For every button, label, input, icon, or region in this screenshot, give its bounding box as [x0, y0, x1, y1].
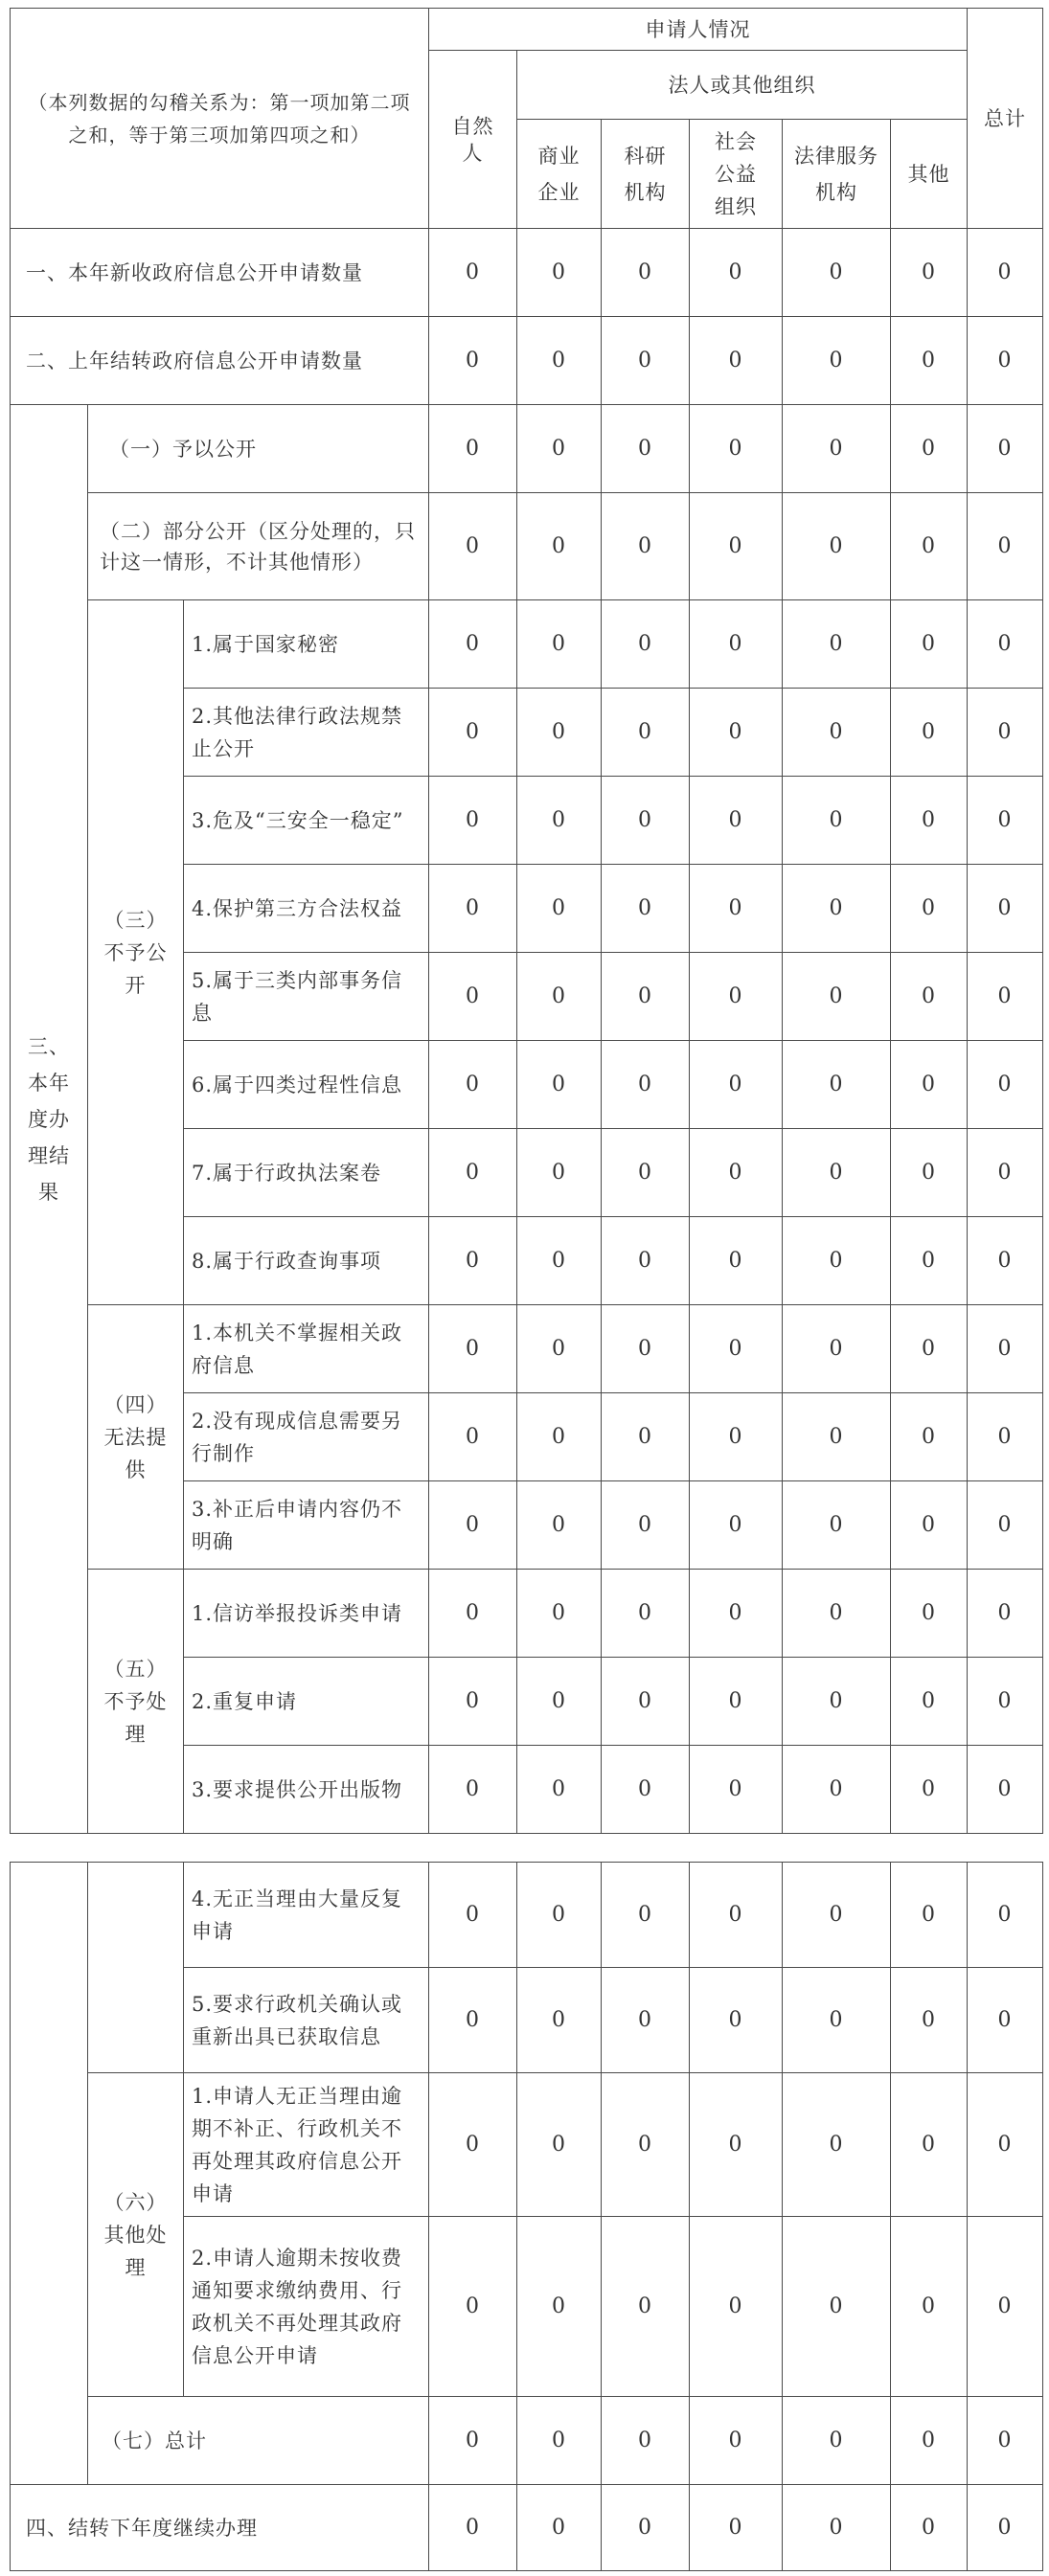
cell: 0 — [891, 1041, 968, 1129]
cell: 0 — [690, 1570, 783, 1658]
cell: 0 — [517, 1658, 602, 1746]
cell: 0 — [968, 600, 1043, 689]
cell: 0 — [690, 1305, 783, 1393]
cell: 0 — [891, 777, 968, 865]
cell: 0 — [968, 1570, 1043, 1658]
group-label-unable: （四）无法提供 — [88, 1305, 184, 1570]
row-label: 二、上年结转政府信息公开申请数量 — [11, 317, 429, 405]
cell: 0 — [783, 1746, 891, 1834]
cell: 0 — [891, 2397, 968, 2485]
cell: 0 — [517, 953, 602, 1041]
cell: 0 — [783, 1968, 891, 2073]
cell: 0 — [517, 1393, 602, 1481]
cell: 0 — [783, 2397, 891, 2485]
cell: 0 — [968, 493, 1043, 600]
cell: 0 — [891, 1968, 968, 2073]
cell: 0 — [690, 1393, 783, 1481]
cell: 0 — [968, 1968, 1043, 2073]
cell: 0 — [968, 2485, 1043, 2571]
cell: 0 — [891, 405, 968, 493]
row-label: 3.要求提供公开出版物 — [184, 1746, 429, 1834]
cell: 0 — [602, 953, 690, 1041]
cell: 0 — [783, 2485, 891, 2571]
row-label: 4.无正当理由大量反复申请 — [184, 1863, 429, 1968]
group-continuation — [88, 1863, 184, 2073]
cell: 0 — [690, 1481, 783, 1570]
cell: 0 — [690, 405, 783, 493]
cell: 0 — [602, 229, 690, 317]
cell: 0 — [968, 865, 1043, 953]
row-label: 5.要求行政机关确认或重新出具已获取信息 — [184, 1968, 429, 2073]
cell: 0 — [602, 1305, 690, 1393]
cell: 0 — [429, 689, 517, 777]
row-label: 1.申请人无正当理由逾期不补正、行政机关不再处理其政府信息公开申请 — [184, 2073, 429, 2217]
cell: 0 — [429, 1481, 517, 1570]
cell: 0 — [690, 777, 783, 865]
cell: 0 — [517, 229, 602, 317]
cell: 0 — [690, 600, 783, 689]
header-research: 科研机构 — [602, 120, 690, 229]
header-legal-service: 法律服务机构 — [783, 120, 891, 229]
cell: 0 — [690, 689, 783, 777]
cell: 0 — [690, 2073, 783, 2217]
cell: 0 — [783, 405, 891, 493]
cell: 0 — [602, 2485, 690, 2571]
cell: 0 — [968, 1217, 1043, 1305]
cell: 0 — [429, 2485, 517, 2571]
cell: 0 — [783, 493, 891, 600]
statistics-table-part-2 — [10, 1862, 1043, 2571]
cell: 0 — [602, 600, 690, 689]
row-label: 2.重复申请 — [184, 1658, 429, 1746]
cell: 0 — [891, 1217, 968, 1305]
cell: 0 — [891, 1481, 968, 1570]
header-commercial: 商业企业 — [517, 120, 602, 229]
cell: 0 — [783, 1041, 891, 1129]
cell: 0 — [429, 1968, 517, 2073]
cell: 0 — [783, 777, 891, 865]
cell: 0 — [517, 2073, 602, 2217]
cell: 0 — [690, 229, 783, 317]
cell: 0 — [690, 865, 783, 953]
cell: 0 — [517, 1968, 602, 2073]
header-natural-person: 自然人 — [429, 51, 517, 229]
cell: 0 — [783, 689, 891, 777]
cell: 0 — [429, 2217, 517, 2397]
row-label: 3.危及“三安全一稳定” — [184, 777, 429, 865]
cell: 0 — [517, 1746, 602, 1834]
cell: 0 — [690, 1217, 783, 1305]
row-label: 6.属于四类过程性信息 — [184, 1041, 429, 1129]
page-break-gap — [0, 1846, 1049, 1862]
group-label-not-disclosed: （三）不予公开 — [88, 600, 184, 1305]
cell: 0 — [690, 1129, 783, 1217]
header-social: 社会公益组织 — [690, 120, 783, 229]
cell: 0 — [517, 600, 602, 689]
cell: 0 — [891, 2073, 968, 2217]
cell: 0 — [602, 1129, 690, 1217]
cell: 0 — [891, 865, 968, 953]
cell: 0 — [602, 1746, 690, 1834]
cell: 0 — [517, 865, 602, 953]
cell: 0 — [891, 229, 968, 317]
cell: 0 — [429, 2073, 517, 2217]
cell: 0 — [968, 1746, 1043, 1834]
cell: 0 — [429, 317, 517, 405]
cell: 0 — [891, 1863, 968, 1968]
cell: 0 — [429, 1863, 517, 1968]
cell: 0 — [968, 953, 1043, 1041]
cell: 0 — [602, 405, 690, 493]
cell: 0 — [517, 1305, 602, 1393]
cell: 0 — [602, 1658, 690, 1746]
cell: 0 — [429, 1129, 517, 1217]
cell: 0 — [690, 2397, 783, 2485]
cell: 0 — [891, 953, 968, 1041]
cell: 0 — [968, 2217, 1043, 2397]
cell: 0 — [429, 865, 517, 953]
cell: 0 — [690, 2485, 783, 2571]
cell: 0 — [891, 1658, 968, 1746]
header-applicant: 申请人情况 — [429, 9, 968, 51]
cell: 0 — [517, 1481, 602, 1570]
cell: 0 — [783, 1863, 891, 1968]
cell: 0 — [783, 1393, 891, 1481]
cell: 0 — [690, 1041, 783, 1129]
cell: 0 — [783, 1570, 891, 1658]
cell: 0 — [517, 2217, 602, 2397]
cell: 0 — [690, 317, 783, 405]
cell: 0 — [783, 2073, 891, 2217]
cell: 0 — [891, 1129, 968, 1217]
row-label: 2.没有现成信息需要另行制作 — [184, 1393, 429, 1481]
cell: 0 — [602, 689, 690, 777]
statistics-table-part-1 — [10, 8, 1043, 1834]
cell: 0 — [968, 689, 1043, 777]
cell: 0 — [602, 2073, 690, 2217]
cell: 0 — [783, 953, 891, 1041]
cell: 0 — [429, 1658, 517, 1746]
cell: 0 — [690, 2217, 783, 2397]
cell: 0 — [517, 777, 602, 865]
section-continuation — [11, 1863, 88, 2485]
cell: 0 — [690, 1968, 783, 2073]
cell: 0 — [429, 229, 517, 317]
row-label: 一、本年新收政府信息公开申请数量 — [11, 229, 429, 317]
row-label: 3.补正后申请内容仍不明确 — [184, 1481, 429, 1570]
cell: 0 — [517, 317, 602, 405]
cell: 0 — [968, 1658, 1043, 1746]
cell: 0 — [891, 2217, 968, 2397]
cell: 0 — [690, 953, 783, 1041]
cell: 0 — [968, 317, 1043, 405]
cell: 0 — [517, 1863, 602, 1968]
row-label: 1.信访举报投诉类申请 — [184, 1570, 429, 1658]
cell: 0 — [783, 2217, 891, 2397]
cell: 0 — [429, 2397, 517, 2485]
cell: 0 — [429, 953, 517, 1041]
header-note: （本列数据的勾稽关系为：第一项加第二项之和，等于第三项加第四项之和） — [11, 9, 429, 229]
cell: 0 — [968, 1305, 1043, 1393]
cell: 0 — [968, 1129, 1043, 1217]
cell: 0 — [429, 493, 517, 600]
cell: 0 — [429, 1746, 517, 1834]
row-label: （一）予以公开 — [88, 405, 429, 493]
cell: 0 — [602, 777, 690, 865]
cell: 0 — [690, 1863, 783, 1968]
cell: 0 — [602, 1968, 690, 2073]
cell: 0 — [602, 493, 690, 600]
cell: 0 — [429, 1570, 517, 1658]
cell: 0 — [891, 689, 968, 777]
row-label: 7.属于行政执法案卷 — [184, 1129, 429, 1217]
cell: 0 — [602, 2397, 690, 2485]
header-total: 总计 — [968, 9, 1043, 229]
cell: 0 — [891, 493, 968, 600]
cell: 0 — [517, 1129, 602, 1217]
cell: 0 — [891, 1305, 968, 1393]
cell: 0 — [602, 1041, 690, 1129]
cell: 0 — [968, 2397, 1043, 2485]
cell: 0 — [517, 405, 602, 493]
cell: 0 — [429, 1393, 517, 1481]
cell: 0 — [968, 1041, 1043, 1129]
cell: 0 — [517, 1217, 602, 1305]
cell: 0 — [891, 1570, 968, 1658]
cell: 0 — [968, 777, 1043, 865]
cell: 0 — [968, 1863, 1043, 1968]
row-label: 2.其他法律行政法规禁止公开 — [184, 689, 429, 777]
cell: 0 — [783, 1481, 891, 1570]
cell: 0 — [690, 1658, 783, 1746]
cell: 0 — [517, 2485, 602, 2571]
group-label-other: （六）其他处理 — [88, 2073, 184, 2397]
cell: 0 — [968, 1393, 1043, 1481]
row-label: （七）总计 — [88, 2397, 429, 2485]
header-legal-group: 法人或其他组织 — [517, 51, 968, 120]
cell: 0 — [429, 1041, 517, 1129]
row-label: 1.本机关不掌握相关政府信息 — [184, 1305, 429, 1393]
cell: 0 — [429, 777, 517, 865]
cell: 0 — [602, 317, 690, 405]
cell: 0 — [517, 2397, 602, 2485]
cell: 0 — [602, 865, 690, 953]
cell: 0 — [602, 1393, 690, 1481]
cell: 0 — [602, 1863, 690, 1968]
cell: 0 — [891, 1393, 968, 1481]
cell: 0 — [783, 229, 891, 317]
cell: 0 — [517, 689, 602, 777]
cell: 0 — [429, 1305, 517, 1393]
cell: 0 — [602, 1481, 690, 1570]
cell: 0 — [783, 1129, 891, 1217]
group-label-not-processed: （五）不予处理 — [88, 1570, 184, 1834]
row-label: 8.属于行政查询事项 — [184, 1217, 429, 1305]
cell: 0 — [429, 405, 517, 493]
cell: 0 — [429, 1217, 517, 1305]
row-label: 四、结转下年度继续办理 — [11, 2485, 429, 2571]
cell: 0 — [690, 1746, 783, 1834]
row-label: 2.申请人逾期未按收费通知要求缴纳费用、行政机关不再处理其政府信息公开申请 — [184, 2217, 429, 2397]
cell: 0 — [783, 317, 891, 405]
cell: 0 — [783, 600, 891, 689]
cell: 0 — [891, 2485, 968, 2571]
cell: 0 — [891, 1746, 968, 1834]
cell: 0 — [783, 1305, 891, 1393]
cell: 0 — [783, 1658, 891, 1746]
cell: 0 — [968, 1481, 1043, 1570]
row-label: （二）部分公开（区分处理的，只计这一情形，不计其他情形） — [88, 493, 429, 600]
cell: 0 — [783, 1217, 891, 1305]
section-label-results: 三、本年度办理结果 — [11, 405, 88, 1834]
cell: 0 — [968, 2073, 1043, 2217]
row-label: 1.属于国家秘密 — [184, 600, 429, 689]
cell: 0 — [602, 1570, 690, 1658]
cell: 0 — [517, 1041, 602, 1129]
row-label: 5.属于三类内部事务信息 — [184, 953, 429, 1041]
cell: 0 — [517, 1570, 602, 1658]
cell: 0 — [968, 405, 1043, 493]
cell: 0 — [517, 493, 602, 600]
cell: 0 — [602, 1217, 690, 1305]
row-label: 4.保护第三方合法权益 — [184, 865, 429, 953]
header-other: 其他 — [891, 120, 968, 229]
cell: 0 — [891, 600, 968, 689]
cell: 0 — [690, 493, 783, 600]
cell: 0 — [429, 600, 517, 689]
cell: 0 — [968, 229, 1043, 317]
cell: 0 — [891, 317, 968, 405]
cell: 0 — [602, 2217, 690, 2397]
cell: 0 — [783, 865, 891, 953]
